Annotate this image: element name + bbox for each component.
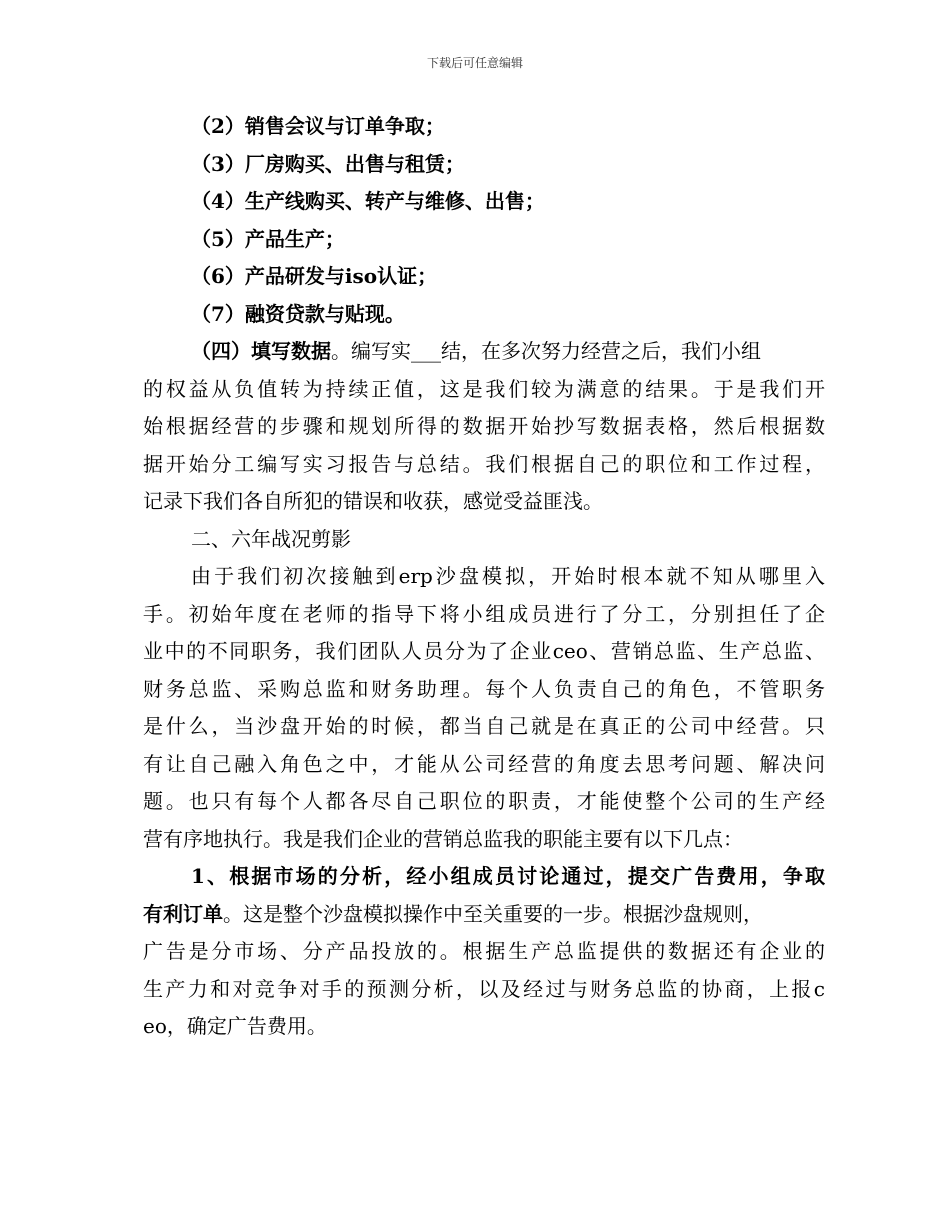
paragraph-line: 有让自己融入角色之中，才能从公司经营的角度去思考问题、解决问: [143, 751, 825, 776]
paragraph-text: 。编写实___结，在多次努力经营之后，我们小组: [331, 339, 761, 363]
paragraph-line: 据开始分工编写实习报告与总结。我们根据自己的职位和工作过程，: [143, 451, 825, 476]
list-item: （5）产品生产；: [191, 226, 345, 251]
paragraph-line: 的权益从负值转为持续正值，这是我们较为满意的结果。于是我们开: [143, 376, 825, 401]
paragraph-heading: （四）填写数据: [191, 339, 331, 363]
paragraph-intro: [143, 558, 825, 858]
list-item: （7）融资贷款与贴现。: [191, 301, 405, 326]
paragraph-line: 记录下我们各自所犯的错误和收获，感觉受益匪浅。: [143, 489, 603, 513]
document-body: [143, 108, 825, 1046]
point-heading: 1、根据市场的分析，经小组成员讨论通过，提交广告费用，争取: [191, 864, 825, 888]
list-item: （6）产品研发与iso认证；: [191, 264, 438, 288]
header-note: 下载后可任意编辑: [426, 56, 523, 70]
paragraph-line: 由于我们初次接触到erp沙盘模拟，开始时根本就不知从哪里入: [191, 564, 825, 588]
list-item: （2）销售会议与订单争取；: [191, 114, 445, 138]
paragraph-line: eo，确定广告费用。: [143, 1014, 327, 1038]
paragraph-line: 营有序地执行。我是我们企业的营销总监我的职能主要有以下几点：: [143, 826, 743, 851]
paragraph-line: 题。也只有每个人都各尽自己职位的职责，才能使整个公司的生产经: [143, 789, 825, 813]
paragraph-line: 财务总监、采购总监和财务助理。每个人负责自己的角色，不管职务: [143, 676, 825, 701]
paragraph-line: 生产力和对竞争对手的预测分析，以及经过与财务总监的协商，上报c: [143, 976, 825, 1001]
paragraph-line: 是什么，当沙盘开始的时候，都当自己就是在真正的公司中经营。只: [143, 714, 825, 738]
paragraph-line: 始根据经营的步骤和规划所得的数据开始抄写数据表格，然后根据数: [143, 414, 825, 438]
paragraph-line: [143, 333, 825, 371]
paragraph-point-1: [143, 858, 825, 1046]
section-title: 二、六年战况剪影: [191, 526, 351, 551]
numbered-list: [143, 108, 825, 333]
list-item: （4）生产线购买、转产与维修、出售；: [191, 189, 545, 213]
point-heading-cont: 有利订单: [143, 901, 223, 926]
paragraph-line: 手。初始年度在老师的指导下将小组成员进行了分工，分别担任了企: [143, 601, 825, 626]
paragraph-line: [143, 896, 825, 934]
paragraph-text: 。这是整个沙盘模拟操作中至关重要的一步。根据沙盘规则，: [223, 901, 763, 926]
paragraph-line: 广告是分市场、分产品投放的。根据生产总监提供的数据还有企业的: [143, 939, 825, 963]
paragraph-fill-data: [143, 333, 825, 521]
list-item: （3）厂房购买、出售与租赁；: [191, 151, 465, 176]
paragraph-line: 业中的不同职务，我们团队人员分为了企业ceo、营销总监、生产总监、: [143, 639, 825, 663]
